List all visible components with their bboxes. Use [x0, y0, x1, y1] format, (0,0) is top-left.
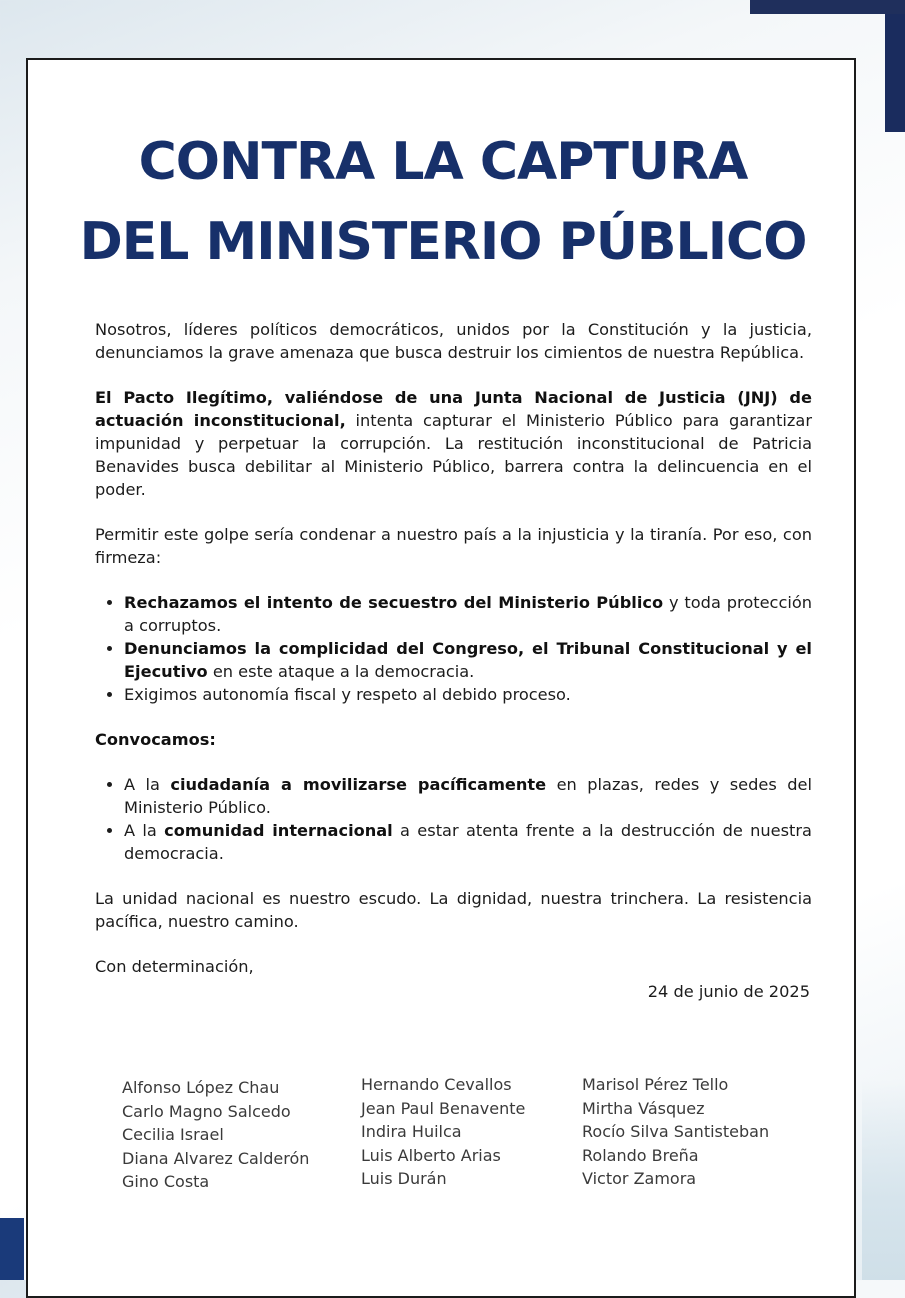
- demands-list: [95, 591, 812, 706]
- signatory-name: Hernando Cevallos: [361, 1075, 512, 1094]
- demand-text: y toda protección a corruptos.: [124, 593, 813, 635]
- signatory-name: Cecilia Israel: [122, 1125, 224, 1144]
- signatory-name: Carlo Magno Salcedo: [122, 1101, 291, 1121]
- closing-line: Con determinación,: [95, 957, 254, 976]
- signatory-name: Mirtha Vásquez: [582, 1098, 705, 1118]
- signatory-name: Victor Zamora: [582, 1169, 697, 1188]
- title-line-2: DEL MINISTERIO PÚBLICO: [79, 212, 807, 272]
- signatory-name: Luis Durán: [361, 1169, 447, 1188]
- list-item: [124, 591, 812, 637]
- convocamos-heading-text: Convocamos:: [95, 730, 216, 749]
- signatories-column-2: [361, 1073, 525, 1191]
- signatory-name: Rolando Breña: [582, 1145, 699, 1165]
- call-bold-text: comunidad internacional: [164, 821, 393, 840]
- statement-body: [95, 318, 812, 1003]
- statement-page: [26, 58, 856, 1298]
- signatory-name: Gino Costa: [122, 1172, 210, 1191]
- list-item: [124, 773, 812, 819]
- call-text: A la: [124, 821, 165, 840]
- convocamos-heading: [95, 728, 812, 751]
- signatory-name: Indira Huilca: [361, 1122, 462, 1141]
- call-text: a estar atenta frente a la destrucción de nuestra democracia.: [124, 821, 812, 863]
- pacto-bold-text: El Pacto Ilegítimo, valiéndose de una Junta Nacional de Justicia (JNJ) de actuación inconstitucional,: [95, 388, 812, 430]
- signatories-column-3: [582, 1073, 769, 1191]
- signatory-name: Marisol Pérez Tello: [582, 1075, 729, 1094]
- date: 24 de junio de 2025: [647, 982, 810, 1001]
- intro-paragraph: Nosotros, líderes políticos democráticos, unidos por la Constitución y la justicia, denunciamos la grave amenaza que busca destruir los cimientos de nuestra República.: [95, 320, 812, 362]
- call-bold-text: ciudadanía a movilizarse pacíficamente: [170, 775, 547, 794]
- signatory-name: Jean Paul Benavente: [361, 1098, 526, 1118]
- demand-bold-text: Rechazamos el intento de secuestro del Ministerio Público: [124, 593, 664, 612]
- demand-text: Exigimos autonomía fiscal y respeto al debido proceso.: [124, 685, 571, 704]
- demand-bold-text: Denunciamos la complicidad del Congreso, el Tribunal Constitucional y el Ejecutivo: [124, 639, 812, 681]
- calls-list: [95, 773, 812, 865]
- signatory-name: Rocío Silva Santisteban: [582, 1122, 770, 1141]
- firmeza-paragraph: Permitir este golpe sería condenar a nuestro país a la injusticia y la tiranía. Por eso, con firmeza:: [95, 525, 812, 567]
- list-item: [124, 683, 812, 706]
- list-item: [124, 637, 812, 683]
- unity-paragraph: La unidad nacional es nuestro escudo. La dignidad, nuestra trinchera. La resistencia pacífica, nuestro camino.: [95, 889, 812, 931]
- signatories-column-1: [122, 1076, 309, 1194]
- list-item: [124, 819, 812, 865]
- pacto-text: intenta capturar el Ministerio Público para garantizar impunidad y perpetuar la corrupción. La restitución inconstitucional de Patricia Benavides busca debilitar al Ministerio Público, barrera contra la delincuencia en el poder.: [95, 411, 812, 499]
- title-line-1: CONTRA LA CAPTURA: [138, 132, 748, 192]
- signatory-name: Alfonso López Chau: [122, 1078, 280, 1097]
- decorative-right-bar: [885, 14, 905, 132]
- signatory-name: Diana Alvarez Calderón: [122, 1148, 310, 1168]
- decorative-bottom-right-shade: [862, 1080, 905, 1280]
- decorative-top-bar: [750, 0, 905, 14]
- call-text: A la: [124, 775, 171, 794]
- call-text: en plazas, redes y sedes del Ministerio Público.: [124, 775, 812, 817]
- pacto-paragraph: [95, 386, 812, 501]
- signatory-name: Luis Alberto Arias: [361, 1145, 501, 1165]
- decorative-bottom-left-bar: [0, 1218, 24, 1280]
- demand-text: en este ataque a la democracia.: [207, 662, 475, 681]
